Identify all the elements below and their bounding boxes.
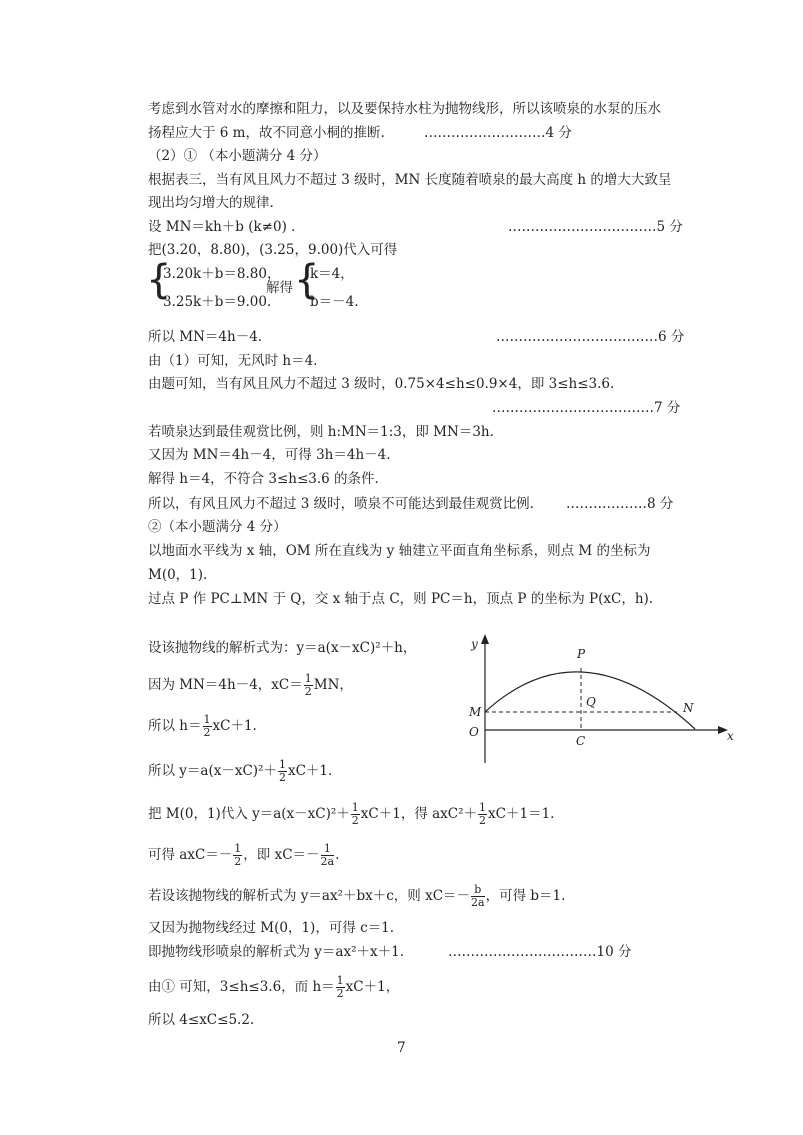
text-part: MN，: [313, 677, 353, 693]
text-line: 即抛物线形喷泉的解析式为 y＝ax²＋x＋1.: [148, 944, 404, 960]
fraction-numerator: 1: [234, 842, 242, 855]
y-axis-arrow: [481, 634, 489, 644]
label-m: M: [469, 705, 482, 719]
left-brace: {: [146, 257, 172, 303]
text-part: xC＋1.: [212, 718, 257, 734]
text-line: 过点 P 作 PC⊥MN 于 Q，交 x 轴于点 C，则 PC＝h，顶点 P 的坐标为 P(xC，h).: [148, 591, 654, 607]
fraction-numerator: b: [471, 884, 485, 897]
text-line: 把(3.20，8.80)，(3.25，9.00)代入可得: [148, 242, 398, 258]
fraction: [336, 975, 345, 1000]
label-o: O: [469, 725, 479, 739]
text-line: [148, 975, 399, 1000]
label-x: x: [727, 729, 734, 743]
text-line: [148, 759, 332, 784]
left-brace: {: [294, 257, 320, 303]
text-line: 根据表三，当有风且风力不超过 3 级时，MN 长度随着喷泉的最大高度 h 的增大大致呈: [148, 172, 672, 188]
fraction: [478, 802, 487, 827]
solve-label: 解得: [266, 280, 293, 296]
text-line: 设 MN＝kh＋b (k≠0) .: [148, 219, 296, 235]
fraction: [233, 843, 242, 868]
fraction: [304, 673, 313, 698]
fraction-numerator: 1: [321, 843, 335, 856]
text-part: ，即 xC＝－: [243, 847, 320, 863]
score-marker: ………………8 分: [566, 496, 674, 512]
label-y: y: [471, 637, 478, 651]
text-part: xC＋1，: [345, 979, 400, 995]
text-line: 由（1）可知，无风时 h＝4.: [148, 353, 318, 369]
fraction: [203, 714, 212, 739]
score-marker: ………………………………7 分: [492, 400, 681, 416]
fraction-numerator: 1: [479, 801, 487, 814]
text-part: .: [335, 847, 340, 863]
text-line: [148, 673, 353, 698]
text-line: 若喷泉达到最佳观赏比例，则 h:MN＝1:3，即 MN＝3h.: [148, 424, 494, 440]
fraction-numerator: 1: [351, 801, 359, 814]
score-marker: ………………………………6 分: [496, 329, 685, 345]
text-line: 由题可知，当有风且风力不超过 3 级时，0.75×4≤h≤0.9×4，即 3≤h≤3.6.: [148, 376, 615, 392]
fraction-denominator: 2: [336, 987, 344, 1000]
text-part: 若设该抛物线的解析式为 y＝ax²＋bx＋c，则 xC＝－: [148, 888, 471, 904]
text-part: 可得 axC＝－: [148, 847, 233, 863]
text-line: 又因为抛物线经过 M(0，1)，可得 c＝1.: [148, 920, 395, 936]
text-line: 现出均匀增大的规律.: [148, 195, 274, 211]
fraction-denominator: 2: [203, 726, 211, 739]
fraction-denominator: 2: [278, 771, 286, 784]
label-p: P: [577, 647, 586, 661]
text-part: 所以 y＝a(x－xC)²＋: [148, 763, 277, 779]
text-line: （2）① （本小题满分 4 分）: [148, 148, 327, 164]
text-part: xC＋1，得 axC²＋: [360, 806, 478, 822]
score-marker: ……………………………5 分: [508, 219, 683, 235]
text-part: xC＋1.: [287, 763, 333, 779]
fraction-denominator: 2: [351, 814, 359, 827]
text-line: [148, 714, 257, 739]
fraction: [278, 759, 287, 784]
text-line: 以地面水平线为 x 轴，OM 所在直线为 y 轴建立平面直角坐标系，则点 M 的坐标为: [148, 543, 651, 559]
text-part: 所以 h＝: [148, 718, 202, 734]
parabola-figure: [455, 628, 745, 768]
fraction-denominator: 2: [479, 814, 487, 827]
fraction-numerator: 1: [336, 974, 344, 987]
text-line: 所以 4≤xC≤5.2.: [148, 1012, 255, 1028]
score-marker: ……………………………10 分: [448, 944, 632, 960]
equation: b＝－4.: [310, 294, 359, 310]
text-line: [148, 884, 565, 909]
text-line: 又因为 MN＝4h－4，可得 3h＝4h－4.: [148, 447, 391, 463]
text-part: xC＋1＝1.: [488, 806, 555, 822]
text-part: 把 M(0，1)代入 y＝a(x－xC)²＋: [148, 806, 350, 822]
equation: 3.20k＋b＝8.80，: [163, 266, 281, 282]
text-line: 解得 h＝4，不符合 3≤h≤3.6 的条件.: [148, 471, 379, 487]
fraction-numerator: 1: [304, 672, 312, 685]
fraction: [471, 884, 485, 909]
text-line: [148, 843, 339, 868]
page-number: 7: [397, 1040, 406, 1056]
fraction-numerator: 1: [203, 713, 211, 726]
fraction-denominator: 2a: [320, 855, 335, 868]
equation: 3.25k＋b＝9.00.: [163, 294, 272, 310]
fraction-denominator: 2: [234, 855, 242, 868]
text-line: 所以 MN＝4h－4.: [148, 329, 263, 345]
score-marker: ………………………4 分: [424, 125, 572, 141]
fraction-denominator: 2: [304, 685, 312, 698]
text-line: M(0，1).: [148, 567, 208, 583]
fraction: [351, 802, 360, 827]
label-c: C: [576, 734, 586, 748]
fraction-numerator: 1: [278, 758, 286, 771]
fraction: [321, 843, 335, 868]
text-line: 所以，有风且风力不超过 3 级时，喷泉不可能达到最佳观赏比例.: [148, 496, 534, 512]
label-n: N: [683, 701, 694, 715]
label-q: Q: [586, 695, 596, 709]
text-line: 扬程应大于 6 m，故不同意小桐的推断.: [148, 125, 385, 141]
text-line: 设该抛物线的解析式为：y＝a(x－xC)²＋h，: [148, 640, 417, 656]
text-line: [148, 802, 554, 827]
text-part: ，可得 b＝1.: [485, 888, 566, 904]
text-part: 因为 MN＝4h－4，xC＝: [148, 677, 303, 693]
equation: k＝4，: [310, 266, 354, 282]
text-line: ②（本小题满分 4 分）: [148, 519, 287, 535]
fraction-denominator: 2a: [471, 896, 485, 909]
text-part: 由① 可知，3≤h≤3.6，而 h＝: [148, 979, 335, 995]
text-line: 考虑到水管对水的摩擦和阻力，以及要保持水柱为抛物线形，所以该喷泉的水泵的压水: [148, 101, 661, 117]
